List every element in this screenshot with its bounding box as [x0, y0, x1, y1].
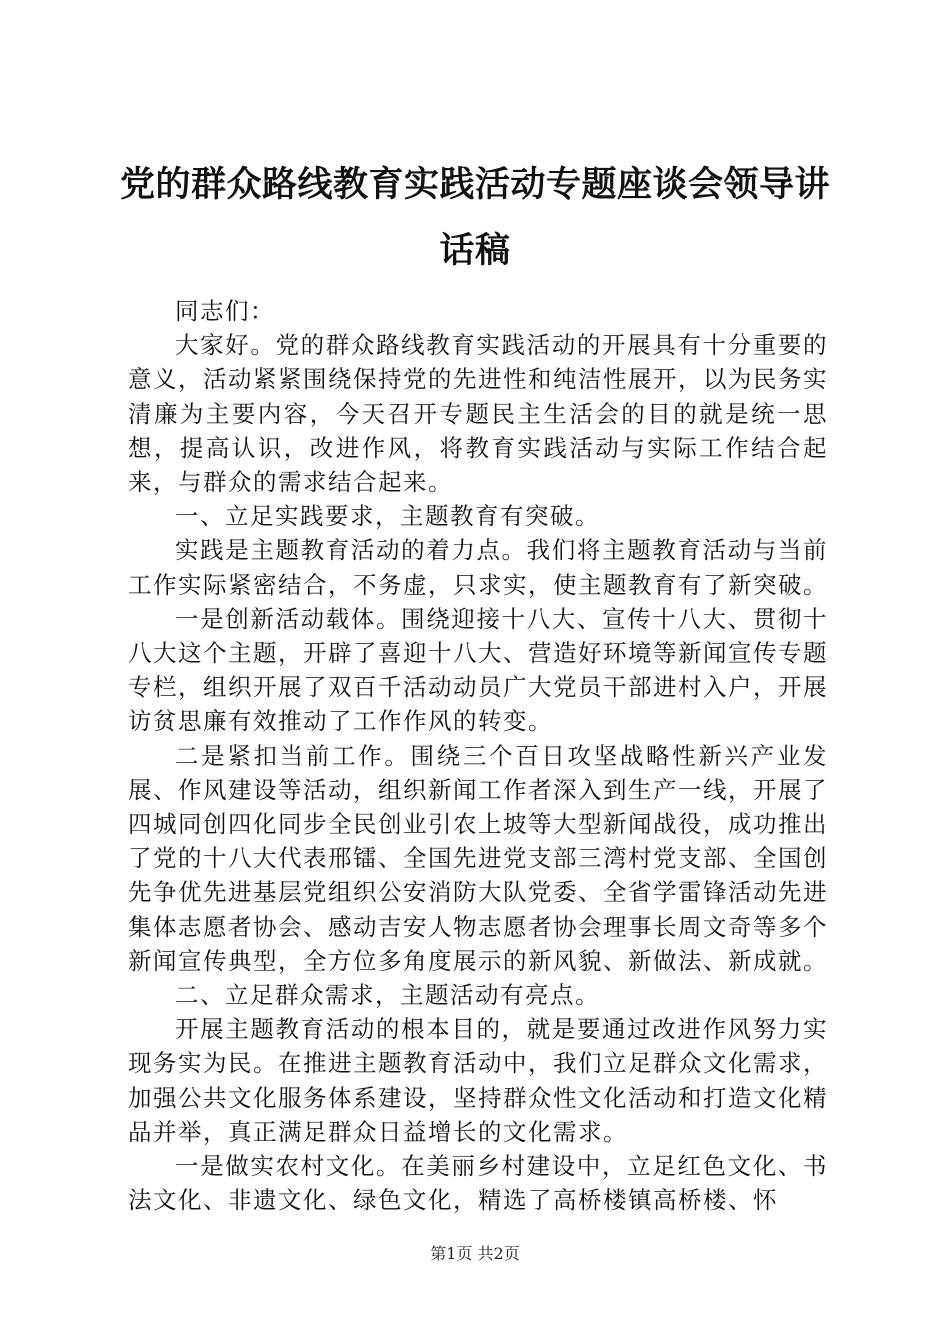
- section-heading: 一、立足实践要求，主题教育有突破。: [175, 502, 600, 531]
- page-title: 党的群众路线教育实践活动专题座谈会领导讲话稿: [119, 165, 830, 271]
- page-footer: 第1页 共2页: [430, 1244, 520, 1263]
- body-paragraph: 大家好。党的群众路线教育实践活动的开展具有十分重要的意义，活动紧紧围绕保持党的先进性和纯洁性展开，以为民务实清廉为主要内容，今天召开专题民主生活会的目的就是统一思想，提高认识，改进作风，将教育实践活动与实际工作结合起来，与群众的需求结合起来。: [128, 331, 828, 497]
- salutation-paragraph: 同志们：: [175, 297, 275, 325]
- body-paragraph: 一是做实农村文化。在美丽乡村建设中，立足红色文化、书法文化、非遗文化、绿色文化，精选了高桥楼镇高桥楼、怀: [128, 1152, 828, 1215]
- body-paragraph: 实践是主题教育活动的着力点。我们将主题教育活动与当前工作实际紧密结合，不务虚，只求实，使主题教育有了新突破。: [128, 536, 828, 599]
- section-heading: 二、立足群众需求，主题活动有亮点。: [175, 981, 600, 1010]
- document-body: [128, 294, 828, 1217]
- body-paragraph: 开展主题教育活动的根本目的，就是要通过改进作风努力实现务实为民。在推进主题教育活动中，我们立足群众文化需求，加强公共文化服务体系建设，坚持群众性文化活动和打造文化精品并举，真正满足群众日益增长的文化需求。: [128, 1015, 828, 1146]
- body-paragraph: 一是创新活动载体。围绕迎接十八大、宣传十八大、贯彻十八大这个主题，开辟了喜迎十八大、营造好环境等新闻宣传专题专栏，组织开展了双百千活动动员广大党员干部进村入户，开展访贫思廉有效推动了工作作风的转变。: [128, 604, 828, 736]
- body-paragraph: 二是紧扣当前工作。围绕三个百日攻坚战略性新兴产业发展、作风建设等活动，组织新闻工作者深入到生产一线，开展了四城同创四化同步全民创业引农上坡等大型新闻战役，成功推出了党的十八大代表邢镭、全国先进党支部三湾村党支部、全国创先争优先进基层党组织公安消防大队党委、全省学雷锋活动先进集体志愿者协会、感动吉安人物志愿者协会理事长周文奇等多个新闻宣传典型，全方位多角度展示的新风貌、新做法、新成就。: [128, 741, 828, 975]
